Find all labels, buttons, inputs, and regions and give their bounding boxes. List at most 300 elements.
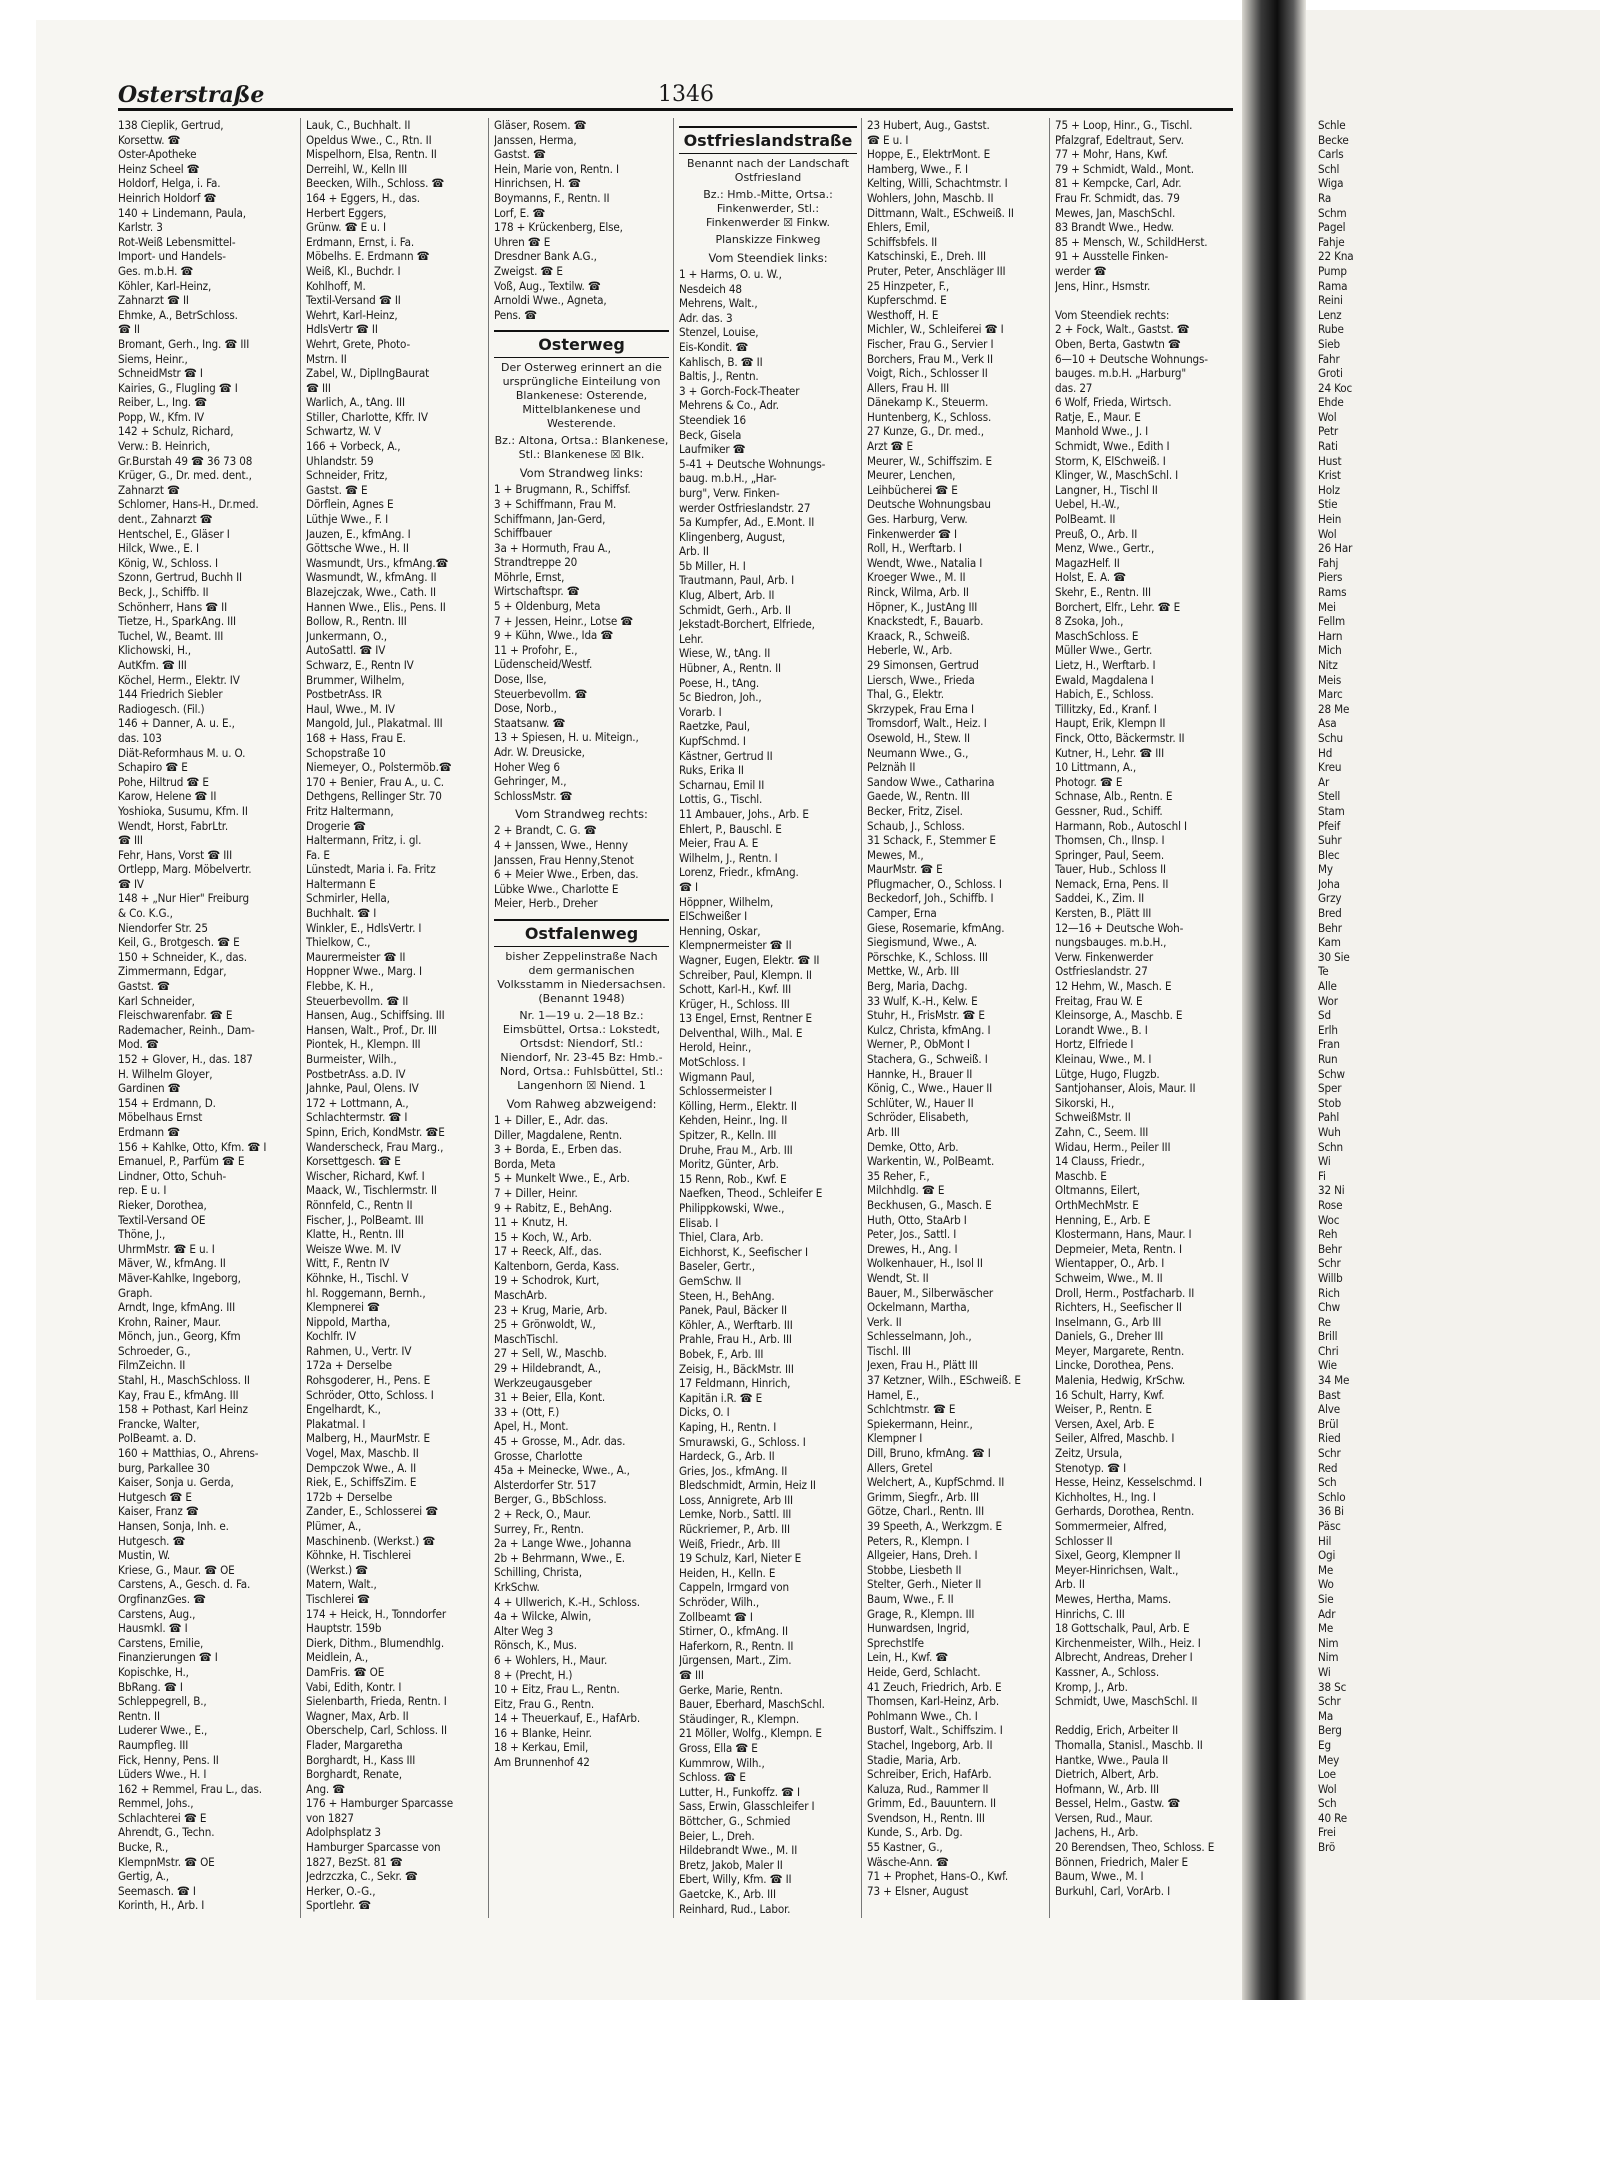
directory-entry: Beecken, Wilh., Schloss. ☎ [306,176,445,191]
directory-entry: Red [1318,1460,1338,1475]
directory-entry: Demke, Otto, Arb. [867,1139,959,1154]
directory-entry: Mispelhorn, Elsa, Rentn. II [306,147,437,162]
directory-entry: Rönsch, K., Mus. [494,1638,577,1653]
directory-entry: Eitz, Frau G., Rentn. [494,1696,595,1711]
directory-entry: Erdmann ☎ [118,1124,181,1139]
directory-entry: Arnoldi Wwe., Agneta, [494,293,607,308]
directory-entry: Dietrich, Albert, Arb. [1055,1767,1159,1782]
directory-entry: Mehrens, Walt., [679,296,758,311]
directory-entry: Dicks, O. I [679,1405,730,1420]
directory-entry: Tillitzky, Ed., Kranf. I [1055,701,1157,716]
directory-entry: Wigmann Paul, [679,1069,755,1084]
directory-entry: Baseler, Gertr., [679,1259,755,1274]
directory-entry: Wäsche-Ann. ☎ [867,1854,949,1869]
directory-entry: Hutgesch. ☎ [118,1533,186,1548]
directory-entry: (Werkst.) ☎ [306,1562,369,1577]
directory-entry: Schleppegrell, B., [118,1694,207,1709]
directory-entry: Stäudinger, R., Klempn. [679,1711,799,1726]
directory-entry: Deutsche Wohnungsbau [867,497,991,512]
directory-entry: 1 + Diller, E., Adr. das. [494,1112,608,1127]
directory-entry: Blec [1318,847,1340,862]
directory-entry: Hoppner Wwe., Marg. I [306,964,422,979]
directory-entry: Jachens, H., Arb. [1055,1825,1139,1840]
directory-entry: Beck, J., Schiffb. II [118,585,209,599]
directory-entry: Fran [1318,1037,1340,1052]
directory-entry: Höppner, Wilhelm, [679,894,774,909]
directory-entry: 77 + Mohr, Hans, Kwf. [1055,147,1168,162]
directory-entry: Ockelmann, Martha, [867,1300,970,1315]
directory-entry: Reh [1318,1227,1338,1242]
directory-entry: Borghardt, H., Kass III [306,1752,416,1767]
directory-entry: 172a + Derselbe [306,1358,392,1373]
directory-entry: Kraack, R., Schweiß. [867,628,970,643]
street-section [679,126,857,247]
directory-entry: Schr [1318,1694,1341,1709]
directory-entry: Textil-Versand OE [118,1212,206,1227]
directory-entry: Wagner, Max, Arb. II [306,1708,409,1723]
directory-entry: Lietz, H., Werftarb. I [1055,657,1156,672]
directory-entry: Skehr, E., Rentn. III [1055,585,1151,599]
directory-entry: Uhlandstr. 59 [306,453,374,468]
directory-entry: Surrey, Fr., Rentn. [494,1521,584,1536]
directory-entry: 18 Gottschalk, Paul, Arb. E [1055,1621,1190,1636]
section-subheading: Vom Strandweg links: [519,466,644,481]
directory-entry: Zweigst. ☎ E [494,263,563,278]
directory-entry: Santjohanser, Alois, Maur. II [1055,1081,1196,1096]
directory-entry: Hamburger Sparcasse von [306,1840,441,1855]
directory-entry: Schreiber, Paul, Klempn. II [679,967,812,982]
directory-entry: Korsettgesch. ☎ E [306,1154,401,1169]
directory-entry: Stachera, G., Schweiß. I [867,1052,988,1066]
directory-entry: Stahl, H., MaschSchloss. II [118,1373,250,1388]
directory-entry: Allgeier, Hans, Dreh. I [867,1548,978,1563]
directory-entry: Wehrt, Grete, Photo- [306,336,411,351]
directory-entry: 158 + Pothast, Karl Heinz [118,1402,248,1417]
directory-entry: Fellm [1318,614,1345,629]
directory-entry: Sprechstlfe [867,1635,924,1650]
directory-entry: 32 Ni [1318,1183,1345,1198]
directory-entry: Graph. [118,1285,153,1300]
directory-entry: Hannke, H., Brauer II [867,1066,973,1081]
directory-entry: Ehlert, P., Bauschl. E [679,821,782,836]
column-divider [300,118,301,1918]
directory-entry: Karow, Helene ☎ II [118,789,217,804]
directory-entry: Maack, W., Tischlermstr. II [306,1183,437,1198]
directory-entry: Trautmann, Paul, Arb. I [679,573,795,588]
directory-entry: Krist [1318,468,1341,483]
directory-entry: Gastst. ☎ [494,147,546,162]
directory-entry: Hauptstr. 159b [306,1621,382,1636]
directory-entry: König, C., Wwe., Hauer II [867,1081,993,1096]
directory-entry: 144 Friedrich Siebler [118,687,223,702]
directory-entry: Hannen Wwe., Elis., Pens. II [306,599,446,614]
directory-entry: Mustin, W. [118,1548,171,1563]
directory-entry: 1 + Brugmann, R., Schiffsf. [494,482,631,497]
directory-entry: Erdmann, Ernst, i. Fa. [306,234,414,249]
directory-entry: 6 Wolf, Frieda, Wirtsch. [1055,395,1172,410]
directory-entry: Alter Weg 3 [494,1623,554,1638]
directory-entry: Raumpfleg. III [118,1737,189,1752]
directory-entry: Alle [1318,979,1337,994]
directory-entry: Beckhusen, G., Masch. E [867,1197,992,1212]
directory-entry: Suhr [1318,833,1342,848]
directory-entry: Adr [1318,1606,1336,1621]
directory-entry: Kapitän i.R. ☎ E [679,1390,763,1405]
header-rule [118,108,1233,111]
directory-entry: PostbetrAss. a.D. IV [306,1066,406,1081]
directory-entry: Kelting, Willi, Schachtmstr. I [867,176,1008,191]
directory-entry: Pfeif [1318,818,1341,833]
directory-entry: Arb. III [867,1124,900,1139]
directory-entry: Nitz [1318,657,1338,672]
column-divider [488,118,489,1918]
directory-entry: Gerke, Marie, Rentn. [679,1682,783,1697]
directory-entry: Spiekermann, Heinr., [867,1416,973,1431]
directory-entry: Pörschke, K., Schloss. III [867,949,988,964]
directory-entry: Carstens, Aug., [118,1606,196,1621]
directory-entry: Rahmen, U., Vertr. IV [306,1343,412,1358]
directory-entry: 140 + Lindemann, Paula, [118,205,246,220]
directory-entry: 19 + Schodrok, Kurt, [494,1273,600,1288]
directory-entry: Lemke, Norb., Sattl. III [679,1507,792,1522]
directory-entry: Gross, Ella ☎ E [679,1740,758,1755]
directory-entry: 79 + Schmidt, Wald., Mont. [1055,161,1194,176]
directory-entry: Finanzierungen ☎ I [118,1650,218,1665]
column-2 [306,118,484,1938]
directory-entry: 16 + Blanke, Heinr. [494,1725,592,1740]
directory-entry: Hansen, Sonja, Inh. e. [118,1519,229,1533]
directory-entry: Rich [1318,1285,1340,1300]
directory-entry: Wi [1318,1154,1331,1169]
directory-entry: Hoppe, E., ElektrMont. E [867,147,991,162]
directory-entry: 26 Har [1318,541,1353,556]
directory-entry: 35 Reher, F., [867,1168,930,1183]
directory-entry: Peter, Jos., Sattl. I [867,1227,957,1242]
directory-entry: Tischl. III [867,1343,911,1358]
directory-entry: Zeitz, Ursula, [1055,1446,1123,1461]
directory-entry: Zahnarzt ☎ [118,482,180,497]
directory-entry: Köhler, Karl-Heinz, [118,278,212,293]
directory-entry: Mstrn. II [306,351,347,366]
directory-entry: Radiogesch. (Fil.) [118,701,205,716]
directory-entry: Sch [1318,1796,1337,1811]
directory-entry: Haltermann, Fritz, i. gl. [306,833,422,848]
directory-entry: Raetzke, Paul, [679,719,750,734]
directory-entry: 3 + Gorch-Fock-Theater [679,383,800,398]
directory-entry: Stob [1318,1095,1342,1110]
directory-entry: Strandtreppe 20 [494,555,578,570]
directory-entry: 154 + Erdmann, D. [118,1095,216,1110]
directory-entry: Köhnke, H., Tischl. V [306,1270,409,1285]
directory-entry: Vabi, Edith, Kontr. I [306,1679,402,1694]
directory-entry: rep. E u. I [118,1183,167,1198]
directory-entry: Heide, Gerd, Schlacht. [867,1664,981,1679]
directory-entry: Drewes, H., Ang. I [867,1241,958,1256]
directory-entry: Wolkenhauer, H., Isol II [867,1256,983,1271]
directory-entry: Gessner, Rud., Schiff. [1055,803,1163,818]
directory-entry: Camper, Erna [867,906,937,921]
directory-entry: Rückriemer, P., Arb. III [679,1522,790,1537]
directory-entry: Krüger, G., Dr. med. dent., [118,468,252,483]
directory-entry: Wi [1318,1664,1331,1679]
directory-entry: Welchert, A., KupfSchmd. II [867,1475,1005,1490]
directory-entry: 11 + Knutz, H. [494,1215,568,1230]
directory-entry: Verw.: B. Heinrich, [118,439,211,454]
directory-entry: Schott, Karl-H., Kwf. III [679,982,791,997]
directory-entry: 36 Bi [1318,1504,1344,1519]
directory-entry: Schlo [1318,1489,1346,1504]
directory-entry: Zahn, C., Seem. III [1055,1124,1149,1139]
directory-entry: Nesdeich 48 [679,281,742,296]
directory-entry: das. 103 [118,730,162,745]
directory-entry: Fi [1318,1168,1326,1183]
directory-entry: 2a + Lange Wwe., Johanna [494,1536,632,1551]
directory-entry: Ogi [1318,1548,1336,1563]
directory-entry: Wanderscheck, Frau Marg., [306,1139,444,1154]
directory-entry: Kriese, G., Maur. ☎ OE [118,1562,235,1577]
directory-entry [1055,1709,1237,1724]
directory-entry: Klempnermeister ☎ II [679,938,792,953]
directory-entry: Tischlerei ☎ [306,1591,370,1606]
directory-entry: Uhren ☎ E [494,234,551,249]
directory-entry: Wendt, Wwe., Natalia I [867,555,983,570]
directory-entry: Beckedorf, Joh., Schiffb. I [867,891,994,906]
directory-entry: Droll, Herm., Postfacharb. II [1055,1285,1195,1300]
directory-entry: Pump [1318,263,1347,278]
directory-entry: Warkentin, W., PolBeamt. [867,1154,995,1169]
directory-entry: 23 Hubert, Aug., Gastst. [867,118,990,132]
directory-entry: Hd [1318,745,1333,760]
directory-entry: Katschinski, E., Dreh. III [867,249,986,264]
directory-entry: 23 + Krug, Marie, Arb. [494,1302,608,1317]
directory-entry: Heinrich Holdorf ☎ [118,190,217,205]
directory-entry: Hein [1318,512,1342,527]
directory-entry: Mangold, Jul., Plakatmal. III [306,716,443,731]
directory-entry: Depmeier, Meta, Rentn. I [1055,1241,1182,1256]
directory-entry: 19 Schulz, Karl, Nieter E [679,1551,802,1566]
directory-entry: Gries, Jos., kfmAng. II [679,1463,788,1478]
directory-entry: OrgfinanzGes. ☎ [118,1591,206,1606]
directory-entry: Sie [1318,1591,1334,1606]
directory-entry: Hortz, Elfriede I [1055,1037,1134,1052]
directory-entry: Haferkorn, R., Rentn. II [679,1638,794,1653]
directory-entry: Berger, G., BbSchloss. [494,1492,607,1507]
directory-entry: Lindner, Otto, Schuh- [118,1168,227,1183]
directory-entry: MaschSchloss. E [1055,628,1139,643]
directory-entry: Mod. ☎ [118,1037,159,1052]
directory-entry: Klug, Albert, Arb. II [679,588,775,603]
directory-entry: Schroeder, G., [118,1343,191,1358]
directory-entry: Hamberg, Wwe., F. I [867,161,968,176]
directory-entry: SchneidMstr ☎ I [118,366,203,381]
directory-entry: Thomsen, Karl-Heinz, Arb. [867,1694,1000,1709]
directory-entry: Siegismund, Wwe., A. [867,935,977,950]
directory-entry: 6—10 + Deutsche Wohnungs- [1055,351,1208,366]
directory-entry: Meidlein, A., [306,1650,368,1665]
directory-entry: Heinz Scheel ☎ [118,161,200,176]
directory-entry: Dierk, Dithm., Blumendhlg. [306,1635,445,1650]
directory-entry: Run [1318,1052,1338,1066]
directory-entry: MotSchloss. I [679,1055,746,1070]
directory-entry: Dose, Ilse, [494,672,547,687]
directory-entry: Jexen, Frau H., Plätt III [867,1358,978,1373]
directory-entry: Uebel, H.-W., [1055,497,1120,512]
directory-entry: Kirchenmeister, Wilh., Heiz. I [1055,1635,1201,1650]
directory-entry: Buchhalt. ☎ I [306,906,377,921]
directory-entry: 71 + Prophet, Hans-O., Kwf. [867,1869,1008,1884]
directory-entry: Grimm, Siegfr., Arb. III [867,1489,979,1504]
directory-entry: Wor [1318,993,1338,1008]
directory-entry: Francke, Walter, [118,1416,200,1431]
directory-entry: 2 + Fock, Walt., Gastst. ☎ [1055,322,1190,337]
directory-entry: Dänekamp K., Steuerm. [867,395,989,410]
directory-entry: Schlomer, Hans-H., Dr.med. [118,497,259,512]
directory-entry: 11 Ambauer, Johs., Arb. E [679,806,809,821]
directory-entry: Voß, Aug., Textilw. ☎ [494,278,601,293]
directory-entry: Steendiek 16 [679,412,746,427]
directory-entry: Finkenwerder ☎ I [867,526,957,541]
directory-entry: Schröder, Elisabeth, [867,1110,969,1125]
directory-entry: Dresdner Bank A.G., [494,249,597,264]
directory-entry: Carstens, Emilie, [118,1635,204,1650]
directory-entry: Lenz [1318,307,1342,322]
directory-entry: Arb. II [679,544,709,559]
directory-entry: Hardeck, G., Arb. II [679,1449,775,1464]
book-gutter [1242,0,1306,2000]
directory-entry: Niemeyer, O., Polstermöb.☎ [306,760,452,775]
directory-entry: Voigt, Rich., Schlosser II [867,366,988,381]
directory-entry: baug. m.b.H., „Har- [679,471,777,486]
directory-entry: Rentn. II [118,1708,160,1723]
directory-entry: Wientapper, O., Arb. I [1055,1256,1165,1271]
directory-entry: Bucke, R., [118,1840,169,1855]
directory-entry: Matern, Walt., [306,1577,377,1592]
directory-entry: Sieb [1318,336,1340,351]
directory-entry: Zander, E., Schlosserei ☎ [306,1504,439,1519]
directory-entry: Erlh [1318,1022,1338,1037]
directory-entry: 39 Speeth, A., Werkzgm. E [867,1519,1002,1533]
directory-entry: 25 Hinzpeter, F., [867,278,950,293]
directory-entry: Sandow Wwe., Catharina [867,774,995,789]
directory-entry: Allers, Gretel [867,1460,933,1475]
directory-entry: 8 Zsoka, Joh., [1055,614,1124,629]
directory-entry: Ewald, Magdalena I [1055,672,1154,687]
directory-entry: 156 + Kahlke, Otto, Kfm. ☎ I [118,1139,267,1154]
directory-entry: PolBeamt. a. D. [118,1431,197,1446]
directory-entry: Fahje [1318,234,1345,249]
directory-entry: 6 + Wohlers, H., Maur. [494,1652,608,1667]
directory-entry: Gerhards, Dorothea, Rentn. [1055,1504,1195,1519]
directory-entry: Oberschelp, Carl, Schloss. II [306,1723,447,1738]
directory-entry: Adr. W. Dreusicke, [494,745,585,759]
directory-entry: Derreihl, W., Kelln III [306,161,408,176]
directory-entry: Huntenberg, K., Schloss. [867,409,992,424]
directory-entry: Skrzypek, Frau Erna I [867,701,974,716]
directory-entry: Heiden, H., Kelln. E [679,1565,776,1580]
directory-entry: Schu [1318,730,1343,745]
directory-entry: 10 + Eitz, Frau L., Rentn. [494,1682,620,1697]
directory-entry: SchweißMstr. II [1055,1110,1131,1125]
directory-entry: Manhold Wwe., J. I [1055,424,1149,439]
directory-entry: Zahnarzt ☎ II [118,293,189,308]
directory-entry: Thal, G., Elektr. [867,687,944,702]
directory-entry: Knackstedt, F., Bauarb. [867,614,984,629]
directory-entry: Ra [1318,190,1332,205]
directory-entry: 4a + Wilcke, Alwin, [494,1609,592,1624]
directory-entry: SchlossMstr. ☎ [494,788,573,803]
directory-entry: Opeldus Wwe., C., Rtn. II [306,132,432,147]
column-4 [679,118,857,1938]
directory-entry: Jürgensen, Mart., Zim. [679,1653,792,1668]
directory-entry: Gastst. ☎ [118,979,170,994]
directory-entry: Alve [1318,1402,1341,1417]
street-section-description: Benannt nach der Landschaft Ostfriesland [686,157,850,184]
directory-entry: Dörflein, Agnes E [306,497,394,512]
directory-entry: Delventhal, Wilh., Mal. E [679,1025,803,1040]
directory-entry: Köchel, Herm., Elektr. IV [118,672,240,687]
directory-entry: Me [1318,1621,1334,1636]
directory-entry: Ehlers, Emil, [867,220,930,235]
directory-entry: Gaede, W., Rentn. III [867,789,970,804]
directory-entry: Hil [1318,1533,1332,1548]
directory-entry: Sass, Erwin, Glasschleifer I [679,1799,815,1814]
street-section-info: Bz.: Hmb.-Mitte, Ortsa.: Finkenwerder, Stl.: Finkenwerder ☒ Finkw. [703,188,833,229]
directory-entry: Möbelhs. E. Erdmann ☎ [306,249,430,264]
directory-entry: Karlstr. 3 [118,220,163,235]
directory-entry: Carstens, A., Gesch. d. Fa. [118,1577,251,1592]
directory-entry: 5c Biedron, Joh., [679,690,762,705]
directory-entry: Preuß, O., Arb. II [1055,526,1138,541]
directory-entry: Remmel, Johs., [118,1796,194,1811]
directory-entry: Bledschmidt, Armin, Heiz II [679,1478,816,1493]
directory-entry: 17 Feldmann, Hinrich, [679,1376,791,1391]
directory-entry: Schl [1318,161,1340,176]
directory-entry: Diät-Reformhaus M. u. O. [118,745,246,760]
directory-entry: Schmidt, Gerh., Arb. II [679,602,791,617]
directory-entry: Groti [1318,366,1343,381]
directory-entry: Boymanns, F., Rentn. II [494,190,610,205]
directory-entry: Malberg, H., MaurMstr. E [306,1431,430,1446]
directory-entry: Pohe, Hiltrud ☎ E [118,774,209,789]
directory-entry: Grage, R., Klempn. III [867,1606,975,1621]
directory-entry: Saddei, K., Zim. II [1055,891,1145,906]
directory-entry: Wol [1318,526,1337,541]
directory-entry: 178 + Krückenberg, Else, [494,220,623,235]
directory-entry: Bretz, Jakob, Maler II [679,1857,783,1872]
directory-entry: Lottis, G., Tischl. [679,792,763,807]
column-divider [673,118,674,1918]
directory-entry: hl. Roggemann, Bernh., [306,1285,426,1300]
directory-entry: Höpner, K., JustAng III [867,599,978,614]
directory-entry: Woc [1318,1212,1340,1227]
directory-entry: 34 Me [1318,1373,1350,1388]
street-section-description: Der Osterweg erinnert an die ursprüngliche Einteilung von Blankenese: Osterende, Mittelblankenese und Westerende. [501,361,662,431]
directory-entry: Hentschel, E., Gläser I [118,526,230,541]
directory-entry: Bollow, R., Rentn. III [306,614,407,629]
directory-entry: Pohlmann Wwe., Ch. I [867,1708,978,1723]
directory-entry: Hilck, Wwe., E. I [118,541,199,556]
directory-entry: 30 Sie [1318,949,1350,964]
directory-entry: 2b + Behrmann, Wwe., E. [494,1550,625,1565]
directory-entry: Holdorf, Helga, i. Fa. [118,176,221,191]
directory-entry: Ehmke, A., BetrSchloss. [118,307,238,322]
directory-entry: Arndt, Inge, kfmAng. III [118,1300,235,1315]
directory-entry: MaschTischl. [494,1331,559,1346]
directory-entry: Müller Wwe., Gertr. [1055,643,1153,658]
directory-entry: Lutter, H., Funkoffz. ☎ I [679,1784,800,1799]
directory-entry: ☎ III [679,1668,704,1682]
directory-entry: Lehr. [679,631,704,646]
